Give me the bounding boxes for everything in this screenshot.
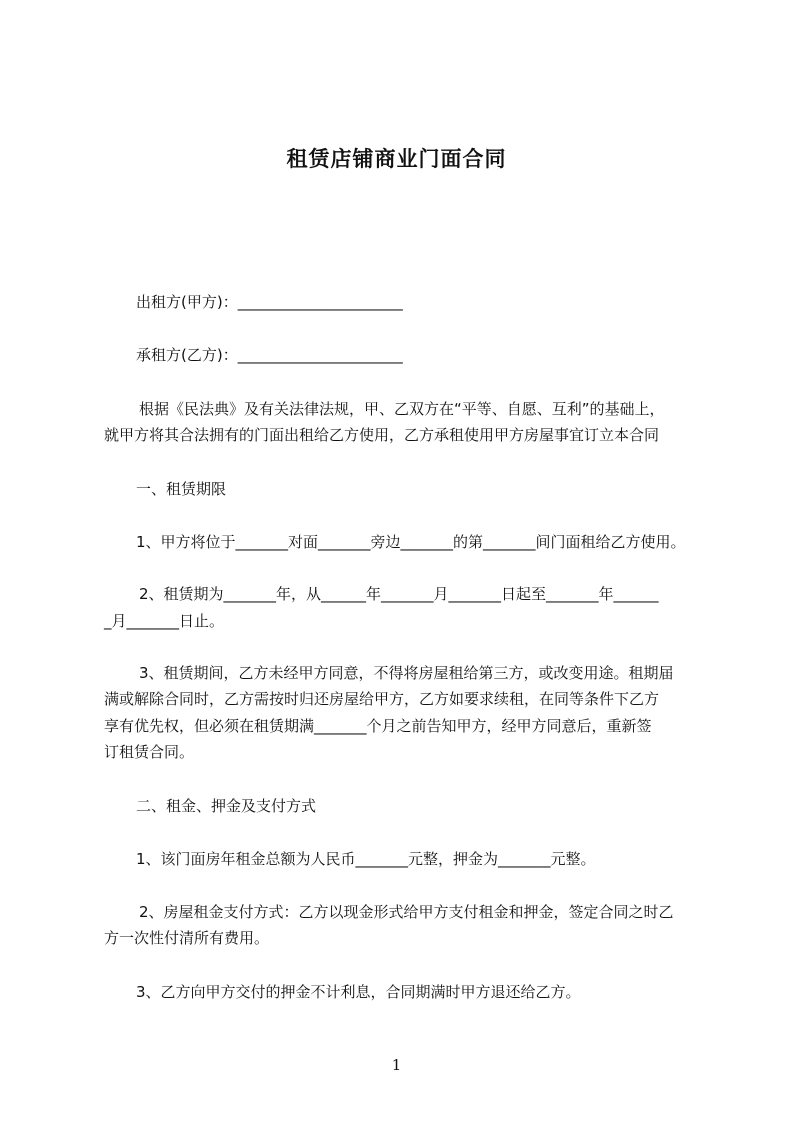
document-title: 租赁店铺商业门面合同: [286, 147, 507, 171]
clause-line: 1、该门面房年租金总额为人民币_______元整，押金为_______元整。: [136, 850, 596, 868]
section-heading: 一、租赁期限: [136, 480, 227, 498]
clause-line: 满或解除合同时，乙方需按时归还房屋给甲方，乙方如要求续租，在同等条件下乙方: [104, 690, 660, 708]
preamble-line: 根据《民法典》及有关法律法规，甲、乙双方在“平等、自愿、互利”的基础上，: [139, 400, 665, 418]
clause-line: 2、房屋租金支付方式：乙方以现金形式给甲方支付租金和押金，签定合同之时乙: [139, 903, 674, 921]
party-b-line: 承租方(乙方)：______________________: [136, 346, 403, 364]
page-number: 1: [391, 1056, 402, 1074]
clause-line: 3、租赁期间，乙方未经甲方同意，不得将房屋租给第三方，或改变用途。租期届: [139, 664, 674, 682]
section-heading: 二、租金、押金及支付方式: [136, 797, 317, 815]
clause-line: 订租赁合同。: [104, 743, 195, 761]
clause-line: 方一次性付清所有费用。: [104, 929, 270, 947]
preamble-line: 就甲方将其合法拥有的门面出租给乙方使用，乙方承租使用甲方房屋事宜订立本合同: [104, 426, 660, 444]
clause-line: 2、租赁期为_______年，从______年_______月_______日起至_______年______: [139, 585, 659, 603]
clause-line: 享有优先权，但必须在租赁期满_______个月之前告知甲方，经甲方同意后，重新签: [104, 717, 652, 735]
clause-line: 3、乙方向甲方交付的押金不计利息，合同期满时甲方退还给乙方。: [136, 983, 581, 1001]
clause-line: 1、甲方将位于_______对面_______旁边_______的第_______间门面租给乙方使用。: [136, 533, 686, 551]
clause-line: _月_______日止。: [104, 612, 225, 630]
party-a-line: 出租方(甲方)：______________________: [136, 293, 403, 311]
